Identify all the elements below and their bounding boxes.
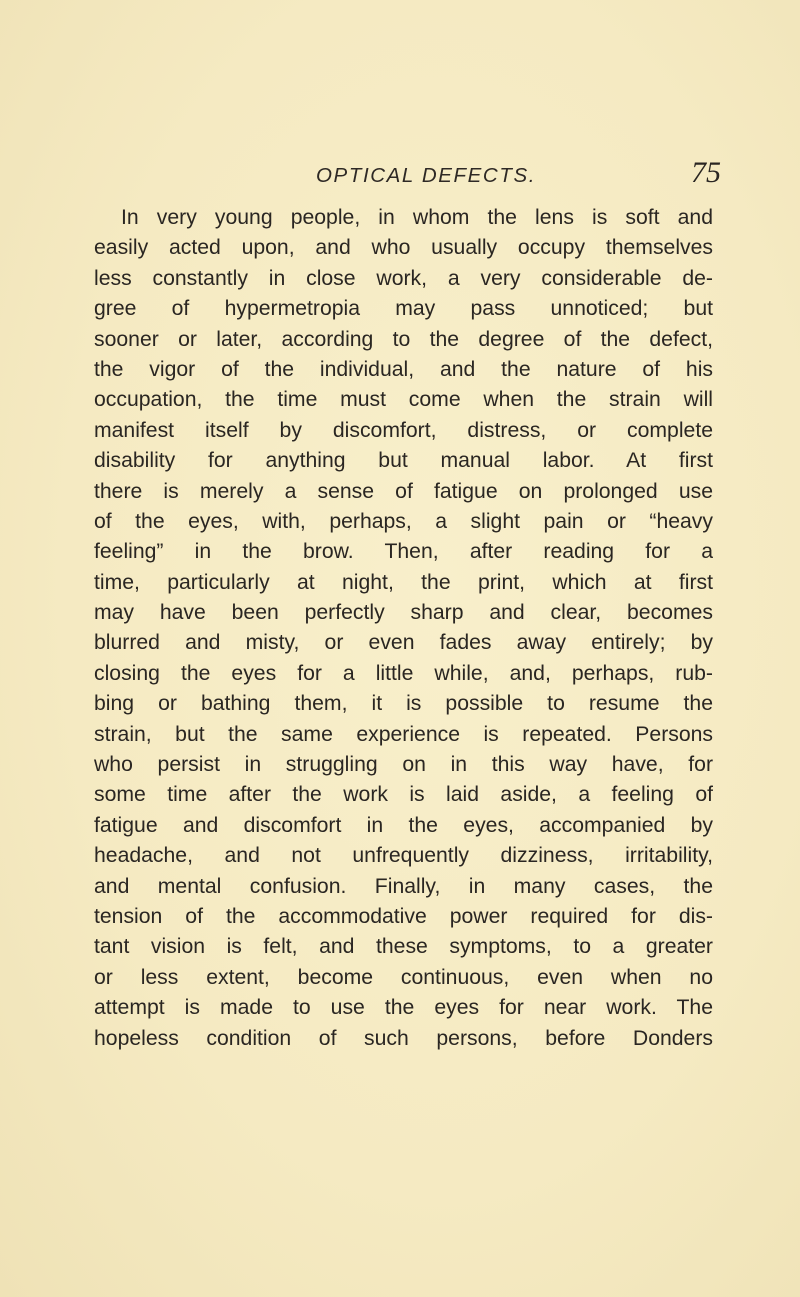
text-line: or less extent, become continuous, even when no xyxy=(94,965,713,989)
text-line: In very young people, in whom the lens is soft and xyxy=(121,206,713,229)
page-number: 75 xyxy=(691,156,721,189)
text-line: some time after the work is laid aside, a feeling of xyxy=(94,783,713,807)
text-line: less constantly in close work, a very considerable de- xyxy=(94,266,713,290)
text-line: there is merely a sense of fatigue on prolonged use xyxy=(94,479,713,503)
text-line: feeling” in the brow. Then, after reading for a xyxy=(94,540,713,564)
text-line: of the eyes, with, perhaps, a slight pain or “heavy xyxy=(94,509,713,533)
text-line: who persist in struggling on in this way have, for xyxy=(94,753,713,777)
text-line: bing or bathing them, it is possible to resume the xyxy=(94,692,713,716)
text-line: may have been perfectly sharp and clear, becomes xyxy=(94,601,713,625)
text-line: occupation, the time must come when the strain will xyxy=(94,388,713,412)
text-line: hopeless condition of such persons, before Donders xyxy=(94,1026,713,1050)
running-title: OPTICAL DEFECTS. xyxy=(316,164,537,187)
body-paragraph xyxy=(94,203,713,1054)
text-line: closing the eyes for a little while, and, perhaps, rub- xyxy=(94,661,713,685)
text-line: time, particularly at night, the print, which at first xyxy=(94,570,713,594)
text-line: headache, and not unfrequently dizziness, irritability, xyxy=(94,844,713,868)
text-line: and mental confusion. Finally, in many cases, the xyxy=(94,874,713,898)
text-line: fatigue and discomfort in the eyes, accompanied by xyxy=(94,813,713,837)
text-line: tension of the accommodative power required for dis- xyxy=(94,904,713,928)
text-line: attempt is made to use the eyes for near work. The xyxy=(94,996,713,1020)
running-head xyxy=(0,156,800,196)
text-line: sooner or later, according to the degree of the defect, xyxy=(94,327,713,351)
text-line: manifest itself by discomfort, distress, or complete xyxy=(94,418,713,442)
text-line: gree of hypermetropia may pass unnoticed; but xyxy=(94,297,713,321)
text-line: blurred and misty, or even fades away entirely; by xyxy=(94,631,713,655)
text-line: tant vision is felt, and these symptoms, to a greater xyxy=(94,935,713,959)
text-line: strain, but the same experience is repeated. Persons xyxy=(94,722,713,746)
text-line: easily acted upon, and who usually occupy themselves xyxy=(94,236,713,260)
text-line: disability for anything but manual labor. At first xyxy=(94,449,713,473)
text-line: the vigor of the individual, and the nature of his xyxy=(94,357,713,381)
